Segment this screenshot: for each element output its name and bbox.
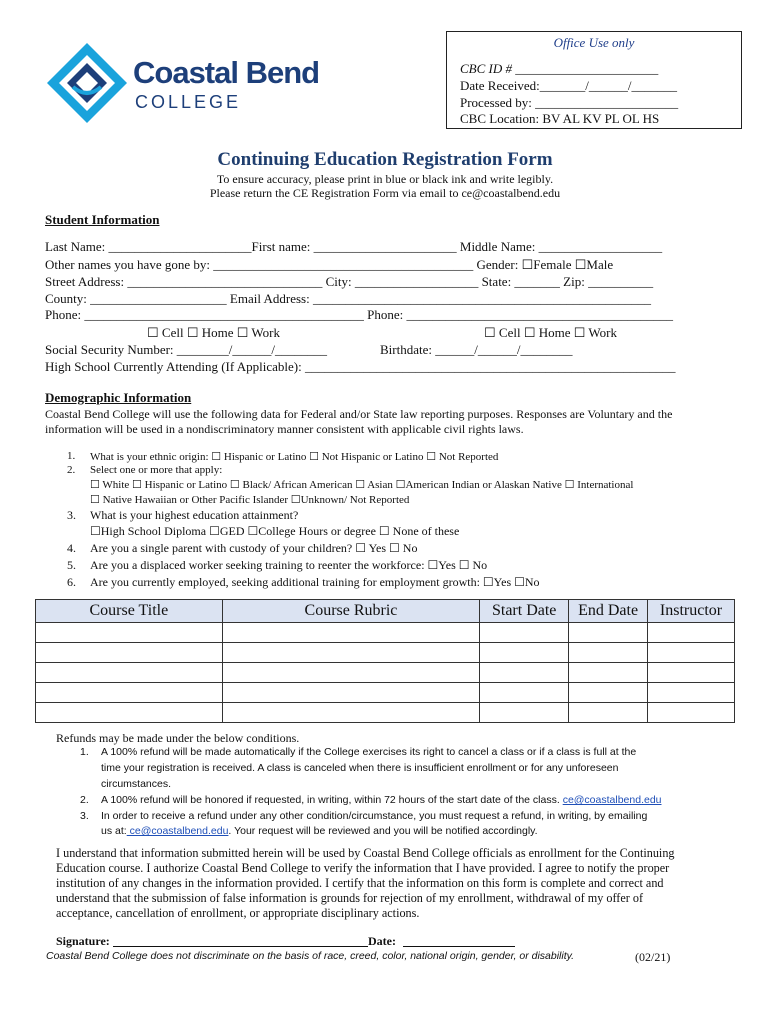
refund-3-line-1: In order to receive a refund under any other condition/circumstance, you must request a refund, in writing, by emailing <box>101 810 648 822</box>
course-title-cell[interactable] <box>36 703 223 723</box>
start-date-cell[interactable] <box>480 703 569 723</box>
processed-by-field[interactable]: Processed by: ______________________ <box>460 95 679 110</box>
table-row <box>36 643 735 663</box>
refund-1-line-3: circumstances. <box>101 778 172 790</box>
q6-employed[interactable]: Are you currently employed, seeking additional training for employment growth: ☐Yes ☐No <box>90 575 540 589</box>
college-logo <box>45 45 325 125</box>
demographic-intro-1: Coastal Bend College will use the following data for Federal and/or State law reporting purposes. Responses are Voluntary and the <box>45 407 673 421</box>
table-row <box>36 683 735 703</box>
q1-number: 1. <box>67 450 76 462</box>
instructor-cell[interactable] <box>648 703 735 723</box>
q2-race-options-1[interactable]: ☐ White ☐ Hispanic or Latino ☐ Black/ African American ☐ Asian ☐American Indian or Alaskan Native ☐ International <box>90 479 634 491</box>
phone-fields[interactable]: Phone: ___________________________________________ Phone: _________________________________________ <box>45 307 673 322</box>
end-date-cell[interactable] <box>569 623 648 643</box>
start-date-cell[interactable] <box>480 623 569 643</box>
name-fields[interactable]: Last Name: ______________________First name: ______________________ Middle Name: ___________________ <box>45 239 663 254</box>
course-title-cell[interactable] <box>36 663 223 683</box>
course-title-header: Course Title <box>36 600 223 623</box>
end-date-cell[interactable] <box>569 663 648 683</box>
demographic-intro-2: information will be used in a nondiscriminatory manner consistent with applicable civil rights laws. <box>45 422 524 436</box>
course-title-cell[interactable] <box>36 623 223 643</box>
q4-number: 4. <box>67 541 76 555</box>
instructor-cell[interactable] <box>648 663 735 683</box>
instructor-cell[interactable] <box>648 683 735 703</box>
date-label: Date: <box>368 934 396 948</box>
office-use-box <box>446 31 742 129</box>
ssn-field[interactable]: Social Security Number: ________/______/________ <box>45 342 328 357</box>
course-table-header <box>36 600 735 623</box>
refund-2-body: A 100% refund will be honored if requested, in writing, within 72 hours of the start date of the class. <box>101 794 560 806</box>
student-info-heading: Student Information <box>45 212 160 227</box>
certification-line: I understand that information submitted herein will be used by Coastal Bend College officials as enrollment for the Continuing <box>56 846 675 860</box>
table-row <box>36 703 735 723</box>
q3-education-options[interactable]: ☐High School Diploma ☐GED ☐College Hours or degree ☐ None of these <box>90 524 460 538</box>
start-date-cell[interactable] <box>480 663 569 683</box>
form-title: Continuing Education Registration Form <box>217 149 553 170</box>
nondiscrimination-statement: Coastal Bend College does not discriminate on the basis of race, creed, color, national origin, gender, or disability. <box>46 950 575 962</box>
refund-2-number: 2. <box>80 794 89 806</box>
refund-3-suffix: . Your request will be reviewed and you will be notified accordingly. <box>228 825 538 837</box>
signature-label: Signature: <box>56 934 110 948</box>
high-school-field[interactable]: High School Currently Attending (If Applicable): _________________________________________________________ <box>45 359 676 374</box>
course-rubric-cell[interactable] <box>222 643 480 663</box>
office-use-title: Office Use only <box>553 35 635 50</box>
start-date-header: Start Date <box>480 600 569 623</box>
table-row <box>36 623 735 643</box>
q6-number: 6. <box>67 575 76 589</box>
diamond-logo-icon <box>45 41 129 125</box>
q1-ethnic-origin[interactable]: What is your ethnic origin: ☐ Hispanic or Latino ☐ Not Hispanic or Latino ☐ Not Reported <box>90 451 499 463</box>
end-date-cell[interactable] <box>569 643 648 663</box>
phone-type-right[interactable]: ☐ Cell ☐ Home ☐ Work <box>484 325 617 340</box>
logo-college: COLLEGE <box>135 92 242 112</box>
certification-line: acceptance, cancellation of enrollment, or appropriate disciplinary actions. <box>56 906 420 920</box>
other-names-gender-fields[interactable]: Other names you have gone by: ________________________________________ Gender: ☐Female ☐Male <box>45 257 614 272</box>
certification-paragraph <box>56 846 716 921</box>
course-rubric-cell[interactable] <box>222 623 480 643</box>
course-rubric-cell[interactable] <box>222 703 480 723</box>
course-title-cell[interactable] <box>36 683 223 703</box>
cbc-location-field[interactable]: CBC Location: BV AL KV PL OL HS <box>460 111 660 126</box>
refund-1-line-2: time your registration is received. A class is canceled when there is insufficient enrollment or for any unforeseen <box>101 762 619 774</box>
certification-line: understand that the submission of false information is grounds for rejection of my enrollment, withdrawal of my offer of <box>56 891 644 905</box>
start-date-cell[interactable] <box>480 643 569 663</box>
cbc-id-field[interactable]: CBC ID # ______________________ <box>460 61 659 76</box>
q5-displaced-worker[interactable]: Are you a displaced worker seeking training to reenter the workforce: ☐Yes ☐ No <box>90 558 488 572</box>
instructions-line-2: Please return the CE Registration Form via email to ce@coastalbend.edu <box>209 186 561 200</box>
date-received-field[interactable]: Date Received:_______/______/_______ <box>460 78 677 93</box>
course-rubric-header: Course Rubric <box>222 600 480 623</box>
instructor-header: Instructor <box>648 600 735 623</box>
table-row <box>36 663 735 683</box>
birthdate-field[interactable]: Birthdate: ______/______/________ <box>380 342 573 357</box>
revision-date: (02/21) <box>635 950 671 964</box>
q2-number: 2. <box>67 464 76 476</box>
instructions-line-1: To ensure accuracy, please print in blue or black ink and write legibly. <box>216 172 554 186</box>
demographic-heading: Demographic Information <box>45 390 192 405</box>
refund-3-prefix: us at: <box>101 825 127 837</box>
q2-label: Select one or more that apply: <box>90 464 223 476</box>
q5-number: 5. <box>67 558 76 572</box>
start-date-cell[interactable] <box>480 683 569 703</box>
refund-2-text <box>101 794 662 806</box>
certification-line: institution of any changes in the information provided. I certify that the information on this form is complete and correct and <box>56 876 664 890</box>
instructor-cell[interactable] <box>648 623 735 643</box>
course-rubric-cell[interactable] <box>222 683 480 703</box>
address-fields[interactable]: Street Address: ______________________________ City: ___________________ State: _______ Zip: __________ <box>45 274 654 289</box>
date-line[interactable] <box>403 946 515 947</box>
refund-email-link-2[interactable]: ce@coastalbend.edu <box>126 825 229 837</box>
course-rubric-cell[interactable] <box>222 663 480 683</box>
logo-name: Coastal Bend <box>133 55 320 90</box>
instructor-cell[interactable] <box>648 643 735 663</box>
signature-line[interactable] <box>113 946 368 947</box>
q3-number: 3. <box>67 508 76 522</box>
county-email-fields[interactable]: County: _____________________ Email Address: ____________________________________________________ <box>45 291 651 306</box>
phone-type-left[interactable]: ☐ Cell ☐ Home ☐ Work <box>147 325 280 340</box>
refund-1-line-1: A 100% refund will be made automatically if the College exercises its right to cancel a class or if a class is full at the <box>101 746 637 758</box>
end-date-cell[interactable] <box>569 683 648 703</box>
refund-1-number: 1. <box>80 746 89 758</box>
q3-label: What is your highest education attainment? <box>90 508 299 522</box>
refund-3-number: 3. <box>80 810 89 822</box>
course-title-cell[interactable] <box>36 643 223 663</box>
certification-line: Education course. I authorize Coastal Bend College to verify the information that I have provided. I agree to notify the proper <box>56 861 670 875</box>
q2-race-options-2[interactable]: ☐ Native Hawaiian or Other Pacific Islander ☐Unknown/ Not Reported <box>90 494 410 506</box>
refunds-intro: Refunds may be made under the below conditions. <box>56 731 300 745</box>
refund-email-link[interactable]: ce@coastalbend.edu <box>562 794 662 806</box>
refund-3-line-2 <box>101 825 538 837</box>
q4-single-parent[interactable]: Are you a single parent with custody of your children? ☐ Yes ☐ No <box>90 541 418 555</box>
course-table <box>35 599 735 723</box>
end-date-cell[interactable] <box>569 703 648 723</box>
end-date-header: End Date <box>569 600 648 623</box>
